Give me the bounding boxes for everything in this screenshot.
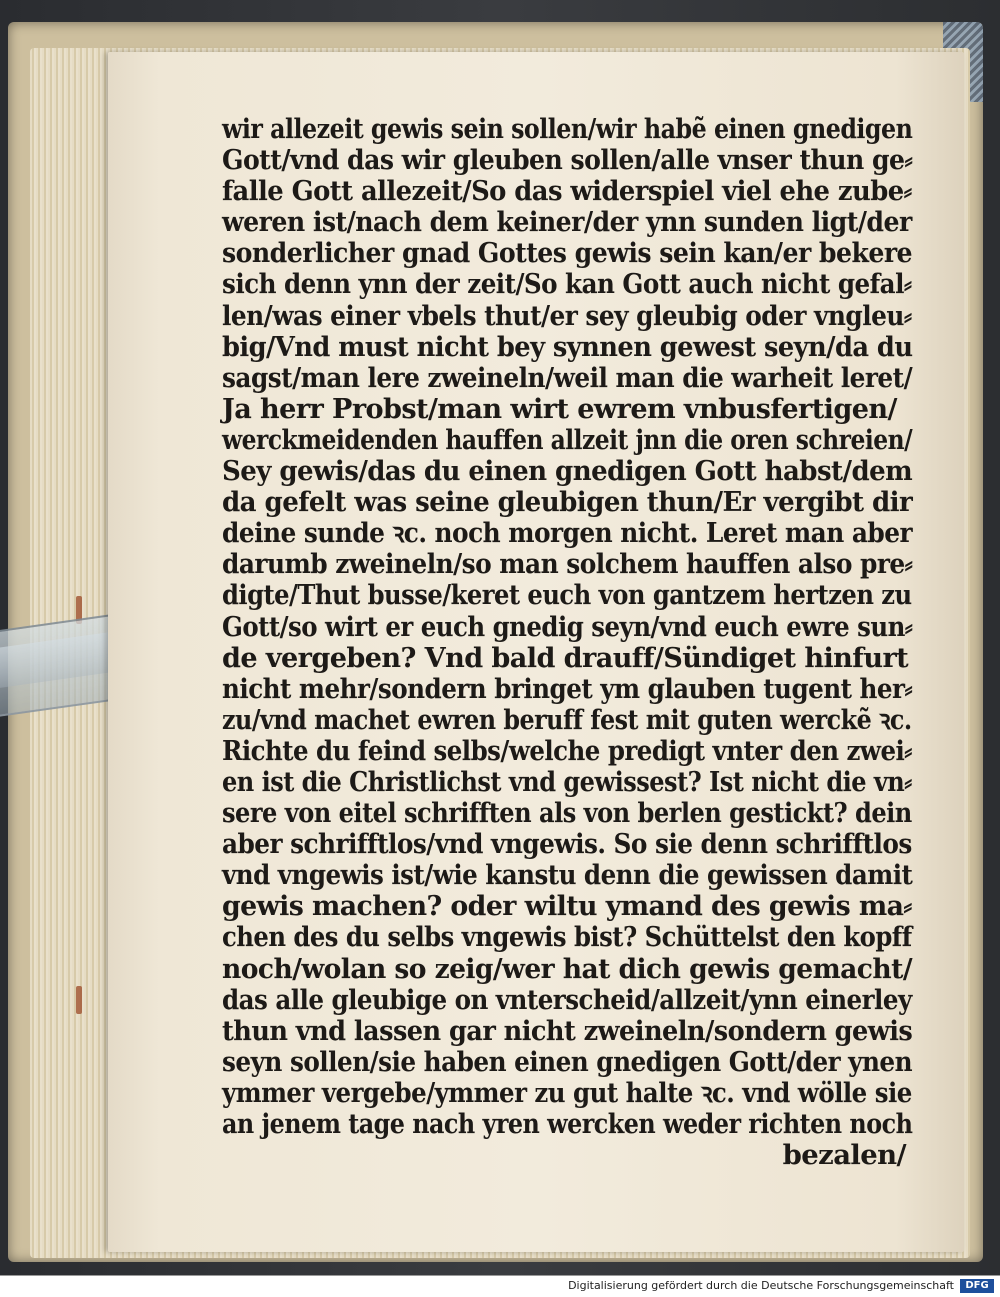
text-line: Richte du feind selbs/welche predigt vnter den zwei⸗ (222, 734, 912, 767)
text-line: deine sunde ꝛc. noch morgen nicht. Leret man aber (222, 517, 913, 550)
text-line: Gott/vnd das wir gleuben sollen/alle vnser thun ge⸗ (222, 144, 913, 177)
catchword: bezalen/ (782, 1139, 906, 1172)
funding-credit: Digitalisierung gefördert durch die Deutsche Forschungsgemeinschaft (568, 1279, 954, 1292)
text-line: thun vnd lassen gar nicht zweineln/sondern gewis (222, 1014, 913, 1047)
text-line: sich denn ynn der zeit/So kan Gott auch nicht gefal⸗ (222, 268, 912, 301)
text-line: das alle gleubige on vnterscheid/allzeit/ynn einerley (222, 983, 912, 1016)
text-line: da gefelt was seine gleubigen thun/Er vergibt dir (222, 486, 913, 519)
text-line: big/Vnd must nicht bey synnen gewest seyn/da du (222, 330, 913, 363)
text-line: Sey gewis/das du einen gnedigen Gott habst/dem (222, 455, 913, 488)
page-text-block (222, 114, 922, 1171)
text-line: aber schrifftlos/vnd vngewis. So sie denn schrifftlos (222, 828, 912, 861)
text-line: de vergeben? Vnd bald drauff/Sündiget hinfurt (222, 641, 909, 674)
text-line: sere von eitel schrifften als von berlen gestickt? dein (222, 797, 912, 830)
text-line: len/was einer vbels thut/er sey gleubig oder vngleu⸗ (222, 299, 912, 332)
text-line: weren ist/nach dem keiner/der ynn sunden ligt/der (222, 206, 912, 239)
text-line: Gott/so wirt er euch gnedig seyn/vnd euch ewre sun⸗ (222, 610, 913, 643)
text-line: wir allezeit gewis sein sollen/wir habẽ einen gnedigen (222, 113, 913, 145)
text-line: digte/Thut busse/keret euch von gantzem hertzen zu (222, 579, 912, 612)
text-line: an jenem tage nach yren wercken weder richten noch (222, 1108, 913, 1140)
footer-bar (0, 1275, 1000, 1297)
text-line: gewis machen? oder wiltu ymand des gewis ma⸗ (222, 890, 912, 923)
page-stain (76, 986, 82, 1014)
text-line: nicht mehr/sondern bringet ym glauben tugent her⸗ (222, 672, 913, 705)
text-line: sagst/man lere zweineln/weil man die warheit leret/ (222, 361, 913, 394)
text-line: darumb zweineln/so man solchem hauffen also pre⸗ (222, 548, 913, 581)
dfg-logo: DFG (960, 1279, 994, 1293)
text-line: zu/vnd machet ewren beruff fest mit guten werckẽ ꝛc. (222, 703, 912, 736)
text-line: chen des du selbs vngewis bist? Schüttelst den kopff (222, 921, 912, 954)
text-line: seyn sollen/sie haben einen gnedigen Gott/der ynen (222, 1045, 913, 1078)
text-line: ymmer vergebe/ymmer zu gut halte ꝛc. vnd wölle sie (222, 1076, 912, 1109)
text-line: vnd vngewis ist/wie kanstu denn die gewissen damit (222, 859, 913, 892)
text-line: sonderlicher gnad Gottes gewis sein kan/er bekere (222, 237, 913, 270)
text-line: noch/wolan so zeig/wer hat dich gewis gemacht/ (222, 952, 912, 985)
text-line: en ist die Christlichst vnd gewissest? Ist nicht die vn⸗ (222, 765, 912, 798)
text-line: Ja herr Probst/man wirt ewrem vnbusfertigen/ (222, 392, 897, 425)
text-line: falle Gott allezeit/So das widerspiel viel ehe zube⸗ (222, 175, 912, 208)
text-line: werckmeidenden hauffen allzeit jnn die oren schreien/ (222, 423, 913, 456)
